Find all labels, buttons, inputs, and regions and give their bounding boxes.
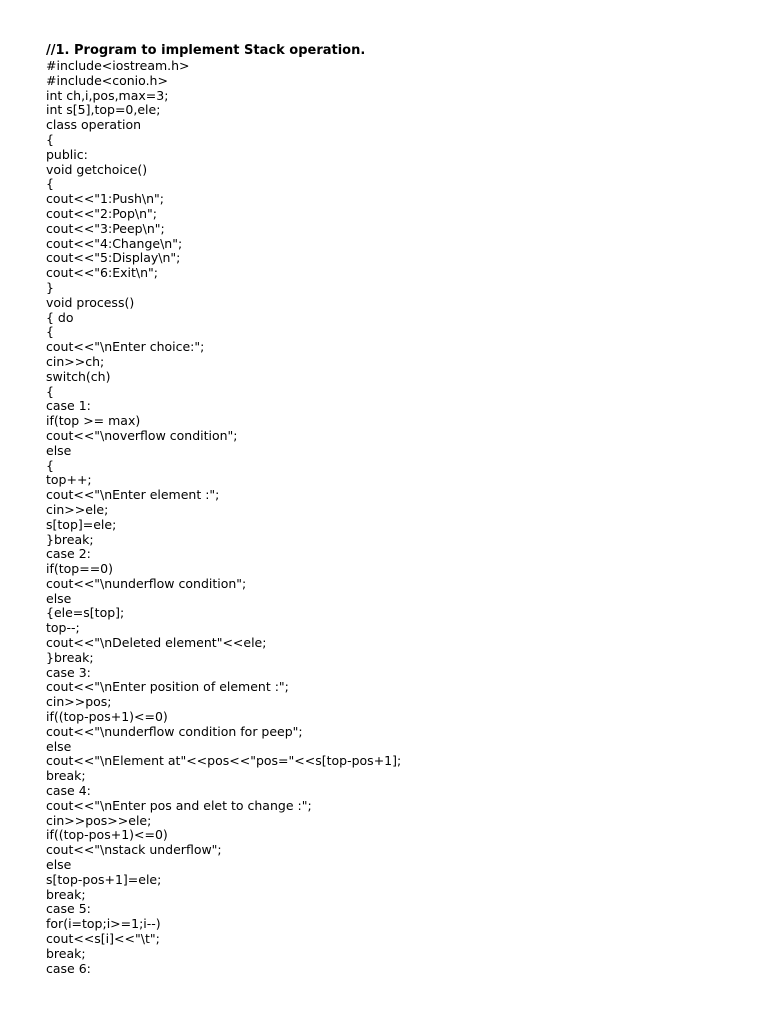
code-line: { do <box>46 309 74 325</box>
code-line: class operation <box>46 117 142 133</box>
code-line: case 4: <box>46 783 91 799</box>
code-line: cout<<"2:Pop\n"; <box>46 205 157 221</box>
code-line: } <box>46 279 54 295</box>
code-line: cout<<"\nEnter pos and elet to change :"; <box>46 797 312 813</box>
code-line: cout<<"6:Exit\n"; <box>46 265 158 281</box>
code-line: top--; <box>46 620 80 636</box>
code-line: else <box>46 442 72 458</box>
code-line: { <box>46 457 54 473</box>
code-line: cout<<"4:Change\n"; <box>46 235 183 251</box>
code-line: public: <box>46 146 88 162</box>
code-line: else <box>46 590 72 606</box>
code-line: { <box>46 383 54 399</box>
code-line: { <box>46 176 54 192</box>
code-line: }break; <box>46 531 94 547</box>
code-line: switch(ch) <box>46 368 111 384</box>
code-line: if(top==0) <box>46 561 114 577</box>
code-line: else <box>46 857 72 873</box>
code-line: cout<<"\nEnter choice:"; <box>46 339 205 355</box>
code-listing <box>46 59 746 976</box>
code-line: cin>>pos>>ele; <box>46 812 152 828</box>
code-line: cout<<"\nDeleted element"<<ele; <box>46 635 267 651</box>
code-line: cout<<"1:Push\n"; <box>46 191 164 207</box>
code-line: if(top >= max) <box>46 413 141 429</box>
code-line: #include<iostream.h> <box>46 58 190 73</box>
code-line: cout<<"\nEnter position of element :"; <box>46 679 289 695</box>
code-line: void getchoice() <box>46 161 148 177</box>
code-line: if((top-pos+1)<=0) <box>46 709 168 725</box>
document-page <box>46 42 746 976</box>
code-line: int ch,i,pos,max=3; <box>46 87 169 103</box>
code-line: cout<<"\noverflow condition"; <box>46 427 238 443</box>
document-title: //1. Program to implement Stack operation. <box>46 43 366 58</box>
code-line: case 3: <box>46 664 91 680</box>
code-line: case 6: <box>46 960 91 976</box>
code-line: s[top-pos+1]=ele; <box>46 871 162 887</box>
code-line: if((top-pos+1)<=0) <box>46 827 168 843</box>
code-line: cout<<"3:Peep\n"; <box>46 220 165 236</box>
code-line: cin>>pos; <box>46 694 112 710</box>
code-line: void process() <box>46 294 135 310</box>
code-line: cin>>ele; <box>46 501 109 517</box>
code-line: { <box>46 131 54 147</box>
code-line: cout<<"\nEnter element :"; <box>46 487 220 503</box>
code-line: break; <box>46 945 86 961</box>
code-line: s[top]=ele; <box>46 516 117 532</box>
code-line: case 2: <box>46 546 91 562</box>
code-line: cout<<"\nstack underflow"; <box>46 842 222 858</box>
code-line: cin>>ch; <box>46 353 105 369</box>
code-line: else <box>46 738 72 754</box>
code-line: for(i=top;i>=1;i--) <box>46 916 161 932</box>
code-line: }break; <box>46 649 94 665</box>
code-line: cout<<s[i]<<"\t"; <box>46 931 160 947</box>
code-line: top++; <box>46 472 92 488</box>
code-line: break; <box>46 886 86 902</box>
code-line: break; <box>46 768 86 784</box>
code-line: #include<conio.h> <box>46 72 168 88</box>
code-line: cout<<"\nunderflow condition for peep"; <box>46 723 303 739</box>
code-line: case 1: <box>46 398 91 414</box>
code-line: cout<<"\nElement at"<<pos<<"pos="<<s[top-pos+1]; <box>46 753 402 769</box>
code-line: cout<<"5:Display\n"; <box>46 250 181 266</box>
code-line: cout<<"\nunderflow condition"; <box>46 575 247 591</box>
code-line: int s[5],top=0,ele; <box>46 102 161 118</box>
code-line: case 5: <box>46 901 91 917</box>
code-line: {ele=s[top]; <box>46 605 125 621</box>
code-line: { <box>46 324 54 340</box>
